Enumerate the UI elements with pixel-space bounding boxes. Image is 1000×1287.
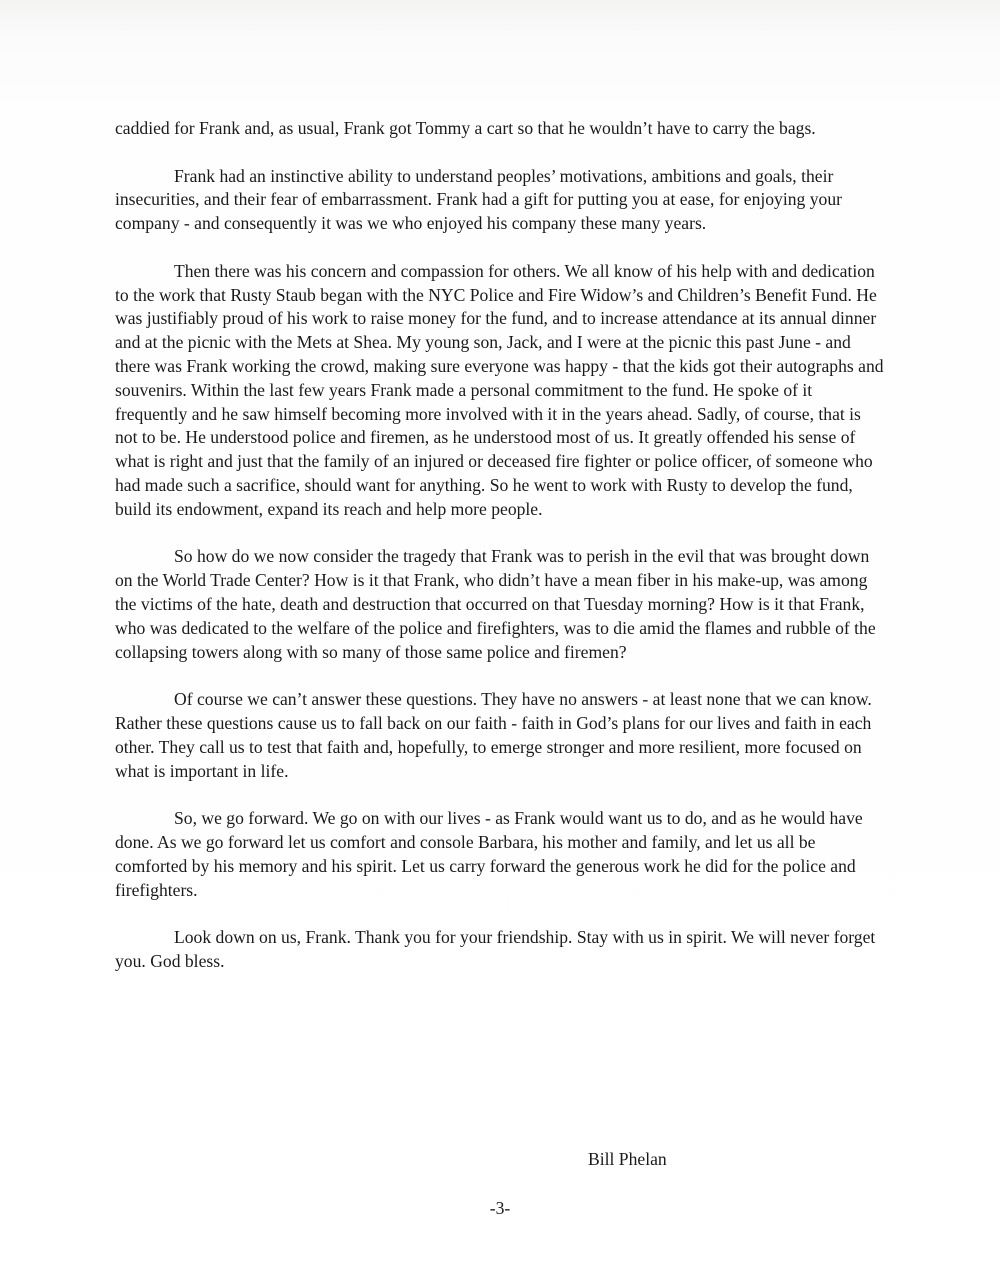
paragraph-concern-compassion: Then there was his concern and compassion for others. We all know of his help with and dedication to the work that Rusty Staub began with the NYC Police and Fire Widow’s and Children’s Benefit Fund. He was justifiably proud of his work to raise money for the fund, and to increase attendance at its annual dinner and at the picnic with the Mets at Shea. My young son, Jack, and I were at the picnic this past June - and there was Frank working the crowd, making sure everyone was happy - that the kids got their autographs and souvenirs. Within the last few years Frank made a personal commitment to the fund. He spoke of it frequently and he saw himself becoming more involved with it in the years ahead. Sadly, of course, that is not to be. He understood police and firemen, as he understood most of us. It greatly offended his sense of what is right and just that the family of an injured or deceased fire fighter or police officer, of someone who had made such a sacrifice, should want for anything. So he went to work with Rusty to develop the fund, build its endowment, expand its reach and help more people. — [115, 260, 884, 519]
paragraph-instinctive-ability: Frank had an instinctive ability to understand peoples’ motivations, ambitions and goals, their insecurities, and their fear of embarrassment. Frank had a gift for putting you at ease, for enjoying your company - and consequently it was we who enjoyed his company these many years. — [115, 165, 842, 234]
paragraph-questions: Of course we can’t answer these questions. They have no answers - at least none that we can know. Rather these questions cause us to fall back on our faith - faith in God’s plans for our lives and faith in each other. They call us to test that faith and, hopefully, to emerge stronger and more resilient, more focused on what is important in life. — [115, 689, 872, 781]
signature-name: Bill Phelan — [588, 1149, 667, 1169]
paragraph-farewell: Look down on us, Frank. Thank you for your friendship. Stay with us in spirit. We will never forget you. God bless. — [115, 927, 876, 971]
paragraph-go-forward: So, we go forward. We go on with our lives - as Frank would want us to do, and as he would have done. As we go forward let us comfort and console Barbara, his mother and family, and let us all be comforted by his memory and his spirit. Let us carry forward the generous work he did for the police and firefighters. — [115, 808, 863, 900]
document-body — [115, 117, 885, 997]
page-number: -3- — [489, 1198, 511, 1218]
paragraph-tragedy: So how do we now consider the tragedy that Frank was to perish in the evil that was brought down on the World Trade Center? How is it that Frank, who didn’t have a mean fiber in his make-up, was among the victims of the hate, death and destruction that occurred on that Tuesday morning? How is it that Frank, who was dedicated to the welfare of the police and firefighters, was to die amid the flames and rubble of the collapsing towers along with so many of those same police and firemen? — [115, 546, 876, 662]
paragraph-continuation: caddied for Frank and, as usual, Frank got Tommy a cart so that he wouldn’t have to carry the bags. — [115, 118, 816, 138]
